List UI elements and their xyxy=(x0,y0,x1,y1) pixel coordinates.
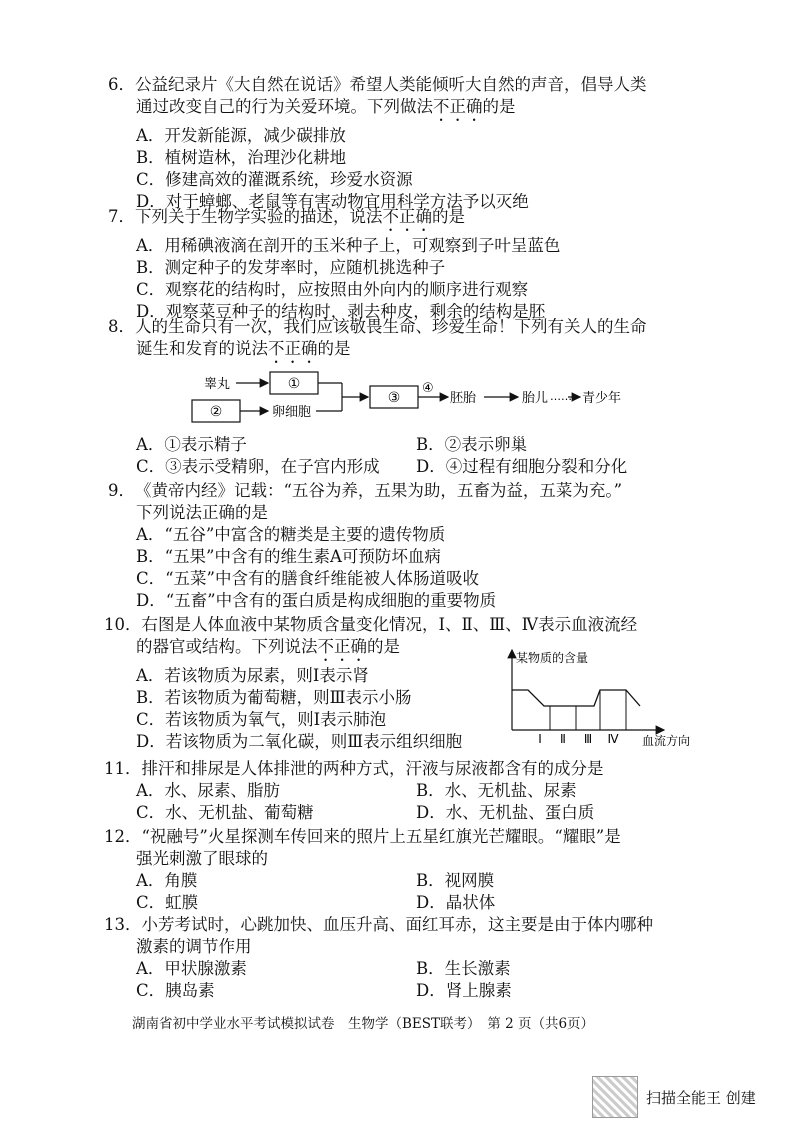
fetus-label: 胎儿 xyxy=(522,391,549,406)
box-3-label: ③ xyxy=(387,390,401,406)
question-number: 7． xyxy=(108,207,135,226)
step-4-label: ④ xyxy=(422,381,434,396)
option-a: A．①表示精子 xyxy=(136,435,247,454)
option-c: C．“五菜”中含有的膳食纤维能被人体肠道吸收 xyxy=(136,569,479,588)
option-c: C．③表示受精卵，在子宫内形成 xyxy=(136,457,380,476)
question-number: 9． xyxy=(108,481,135,500)
x-axis-label: 血流方向 xyxy=(642,734,691,748)
option-b: B．测定种子的发芽率时，应随机挑选种子 xyxy=(136,258,446,277)
question-number: 10． xyxy=(104,615,142,634)
option-c: C．若该物质为氧气，则Ⅰ表示肺泡 xyxy=(136,710,387,729)
emphasis-text: 不正确 xyxy=(382,207,432,226)
question-stem: 《黄帝内经》记载：“五谷为养，五果为助，五畜为益，五菜为充。” xyxy=(135,481,623,500)
option-b: B．“五果”中含有的维生素A可预防坏血病 xyxy=(136,547,441,566)
option-b: B．生长激素 xyxy=(416,959,511,978)
question-stem: 右图是人体血液中某物质含量变化情况，Ⅰ、Ⅱ、Ⅲ、Ⅳ表示血液流经 xyxy=(141,615,638,634)
option-a: A．用稀碘液滴在剖开的玉米种子上，可观察到子叶呈蓝色 xyxy=(136,236,561,255)
testis-label: 睾丸 xyxy=(204,377,231,392)
substance-content-chart xyxy=(500,644,700,748)
tick-label: Ⅲ xyxy=(583,732,593,746)
option-b: B．水、无机盐、尿素 xyxy=(416,781,577,800)
question-stem: 的是 xyxy=(432,207,465,226)
option-a: A．水、尿素、脂肪 xyxy=(136,781,280,800)
option-d: D．“五畜”中含有的蛋白质是构成细胞的重要物质 xyxy=(136,591,497,610)
question-number: 11． xyxy=(104,759,142,778)
box-1-label: ① xyxy=(287,376,301,392)
scanner-watermark xyxy=(592,1076,756,1118)
option-b: B．若该物质为葡萄糖，则Ⅲ表示小肠 xyxy=(136,688,412,707)
question-stem: 的是 xyxy=(317,339,351,358)
option-a: A．角膜 xyxy=(136,871,198,890)
question-stem: 的器官或结构。下列说法 xyxy=(136,637,318,656)
embryo-label: 胚胎 xyxy=(450,391,477,406)
question-stem: 公益纪录片《大自然在说话》希望人类能倾听大自然的声音，倡导人类 xyxy=(135,75,647,94)
question-6 xyxy=(108,74,708,213)
option-d: D．④过程有细胞分裂和分化 xyxy=(416,457,628,476)
content-line xyxy=(512,690,640,706)
scanner-label: 扫描全能王 创建 xyxy=(646,1088,756,1107)
option-d: D．水、无机盐、蛋白质 xyxy=(416,803,595,822)
question-number: 12． xyxy=(104,827,142,846)
y-axis-label: 某物质的含量 xyxy=(516,651,589,665)
question-12 xyxy=(104,826,704,914)
question-stem: “祝融号”火星探测车传回来的照片上五星红旗光芒耀眼。“耀眼”是 xyxy=(141,827,621,846)
question-stem: 诞生和发育的说法 xyxy=(136,339,268,358)
option-c: C．胰岛素 xyxy=(136,981,215,1000)
question-13 xyxy=(104,914,704,1002)
question-8 xyxy=(108,316,708,367)
option-c: C．水、无机盐、葡萄糖 xyxy=(136,803,314,822)
question-number: 13． xyxy=(104,915,142,934)
question-stem: 小芳考试时，心跳加快、血压升高、面红耳赤，这主要是由于体内哪种 xyxy=(141,915,653,934)
box-2-label: ② xyxy=(209,404,223,420)
option-a: A．“五谷”中富含的糖类是主要的遗传物质 xyxy=(136,525,446,544)
option-d: D．肾上腺素 xyxy=(416,981,512,1000)
option-a: A．开发新能源，减少碳排放 xyxy=(136,126,346,145)
tick-label: Ⅰ xyxy=(538,732,542,746)
qr-code-icon xyxy=(592,1076,638,1118)
question-stem: 人的生命只有一次，我们应该敬畏生命、珍爱生命！下列有关人的生命 xyxy=(135,317,647,336)
option-c: C．虹膜 xyxy=(136,893,199,912)
question-stem: 下列关于生物学实验的描述，说法 xyxy=(135,207,383,226)
question-8-options xyxy=(108,434,708,478)
emphasis-text: 不正确 xyxy=(433,97,483,116)
question-stem: 的是 xyxy=(482,97,516,116)
question-number: 8． xyxy=(108,317,135,336)
question-7 xyxy=(108,206,708,323)
reproduction-flow-diagram xyxy=(180,368,650,430)
option-a: A．甲状腺激素 xyxy=(136,959,247,978)
emphasis-text: 不正确 xyxy=(317,637,367,656)
option-b: B．②表示卵巢 xyxy=(416,435,528,454)
question-stem: 排汗和排尿是人体排泄的两种方式，汗液与尿液都含有的成分是 xyxy=(141,759,604,778)
question-stem: 通过改变自己的行为关爱环境。下列做法 xyxy=(136,97,433,116)
question-stem: 的是 xyxy=(367,637,400,656)
tick-label: Ⅱ xyxy=(560,732,566,746)
question-stem: 下列说法正确的是 xyxy=(136,503,268,522)
option-c: C．修建高效的灌溉系统，珍爱水资源 xyxy=(136,170,413,189)
question-stem: 激素的调节作用 xyxy=(136,937,252,956)
option-d: D．观察菜豆种子的结构时，剥去种皮，剩余的结构是胚 xyxy=(136,302,546,321)
option-d: D．对于蟑螂、老鼠等有害动物宜用科学方法予以灭绝 xyxy=(136,192,529,211)
option-d: D．若该物质为二氧化碳，则Ⅲ表示组织细胞 xyxy=(136,732,463,751)
dots-label: …… xyxy=(550,390,572,403)
question-9 xyxy=(108,480,708,612)
page-footer: 湖南省初中学业水平考试模拟试卷 生物学（BEST联考） 第 2 页（共6页） xyxy=(132,1016,595,1032)
question-stem: 强光刺激了眼球的 xyxy=(136,849,268,868)
question-number: 6． xyxy=(108,75,135,94)
question-11 xyxy=(104,758,704,824)
egg-cell-label: 卵细胞 xyxy=(272,405,312,420)
option-c: C．观察花的结构时，应按照由外向内的顺序进行观察 xyxy=(136,280,529,299)
tick-label: Ⅳ xyxy=(607,732,619,746)
option-d: D．晶状体 xyxy=(416,893,496,912)
option-b: B．视网膜 xyxy=(416,871,495,890)
teen-label: 青少年 xyxy=(582,391,622,406)
option-b: B．植树造林，治理沙化耕地 xyxy=(136,148,347,167)
emphasis-text: 不正确 xyxy=(268,339,318,358)
option-a: A．若该物质为尿素，则Ⅰ表示肾 xyxy=(136,666,369,685)
